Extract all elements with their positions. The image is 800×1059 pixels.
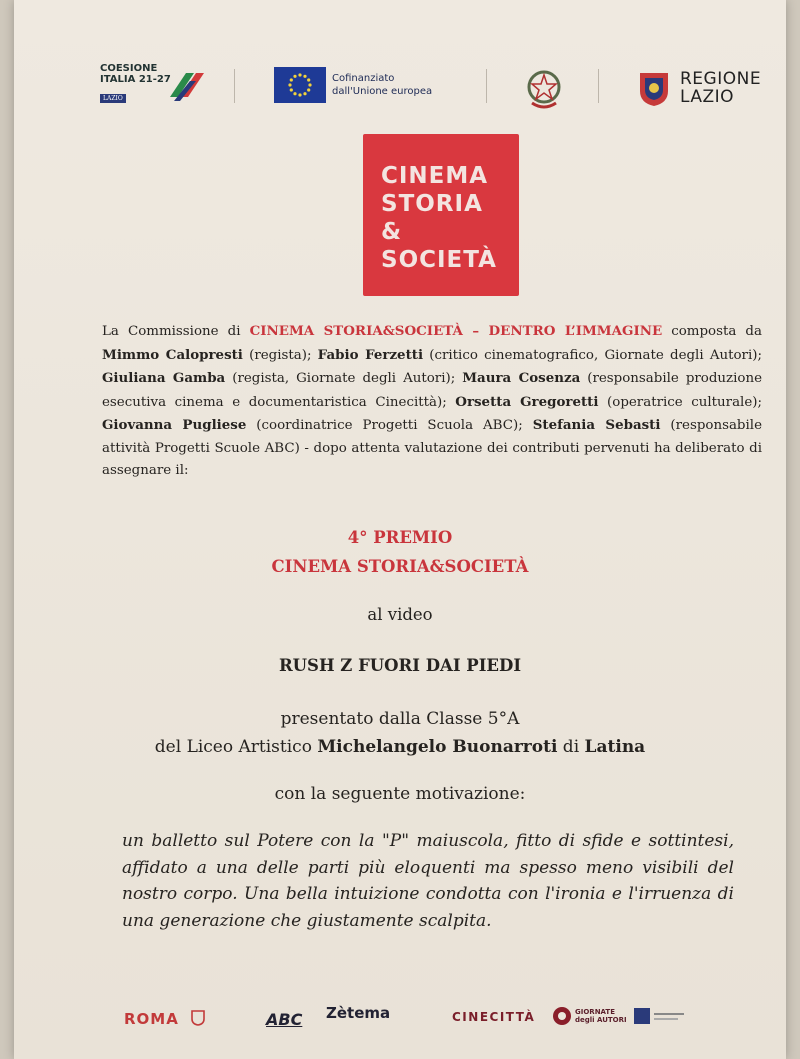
giornate-degli-autori-icon bbox=[552, 1006, 572, 1026]
coesione-italia-logo bbox=[100, 63, 210, 103]
brand-line2: STORIA bbox=[381, 191, 483, 217]
jury-member: Mimmo Calopresti bbox=[102, 346, 243, 363]
jury-member: Stefania Sebasti bbox=[532, 417, 661, 433]
school-name: Michelangelo Buonarroti bbox=[317, 737, 558, 757]
coesione-line2: ITALIA 21-27 bbox=[100, 73, 171, 85]
giornate-degli-autori-logo: GIORNATE degli AUTORI bbox=[552, 1006, 627, 1026]
lazio-line1: REGIONE bbox=[680, 69, 762, 89]
al-video-label: al video bbox=[367, 605, 433, 624]
cinema-storia-societa-logo bbox=[363, 134, 519, 296]
coesione-arrow-icon bbox=[168, 67, 208, 103]
logo-divider bbox=[486, 69, 487, 103]
school-line: del Liceo Artistico Michelangelo Buonarroti di Latina bbox=[154, 737, 646, 757]
award-title bbox=[14, 523, 786, 581]
commission-statement: La Commissione di CINEMA STORIA&SOCIETÀ – DENTRO L’IMMAGINE composta da Mimmo Calopresti (regista); Fabio Ferzetti (critico cinematografico, Giornate degli Autori); Giuliana Gamba (regista, Giornate degli Autori); Maura Cosenza (responsabile produzione esecutiva cinema e documentaristica Cinecittà); Orsetta Gregoretti (operatrice culturale); Giovanna Pugliese (coordinatrice Progetti Scuola ABC); Stefania Sebasti (responsabile attività Progetti Scuole ABC) - dopo attenta valutazione dei contributi pervenuti ha deliberato di assegnare il: bbox=[102, 323, 763, 478]
city-name: Latina bbox=[584, 737, 646, 757]
lazio-line2: LAZIO bbox=[680, 87, 735, 107]
logo-divider bbox=[598, 69, 599, 103]
partner-logo-icon bbox=[634, 1006, 686, 1030]
presented-by bbox=[14, 705, 786, 761]
award-number: 4° PREMIO bbox=[347, 528, 453, 547]
abc-logo: ABC bbox=[266, 1010, 303, 1029]
jury-member: Fabio Ferzetti bbox=[317, 346, 424, 363]
motivation-heading: con la seguente motivazione: bbox=[274, 784, 526, 804]
roma-shield-icon bbox=[191, 1010, 205, 1026]
video-title: RUSH Z FUORI DAI PIEDI bbox=[278, 656, 522, 675]
award-name: CINEMA STORIA&SOCIETÀ bbox=[271, 557, 529, 576]
jury-member: Maura Cosenza bbox=[462, 370, 581, 386]
eu-flag-icon bbox=[274, 67, 326, 103]
eu-cofinanziato-logo bbox=[274, 67, 432, 103]
coesione-line1: COESIONE bbox=[100, 62, 158, 74]
cinecitta-logo: CINECITTÀ bbox=[452, 1010, 536, 1024]
eu-line1: Cofinanziato bbox=[332, 73, 395, 84]
brand-line3: & bbox=[381, 219, 403, 245]
zetema-logo: Zètema bbox=[326, 1004, 391, 1022]
coesione-bar: LAZIO bbox=[100, 94, 126, 103]
roma-logo: ROMA bbox=[124, 1010, 205, 1028]
event-name: CINEMA STORIA&SOCIETÀ – DENTRO L’IMMAGINE bbox=[249, 323, 663, 339]
regione-lazio-emblem-icon bbox=[636, 69, 672, 107]
regione-lazio-logo bbox=[636, 69, 761, 107]
eu-line2: dall'Unione europea bbox=[332, 86, 433, 97]
logo-divider bbox=[234, 69, 235, 103]
sponsor-logos-bottom bbox=[14, 1000, 786, 1040]
jury-member: Orsetta Gregoretti bbox=[455, 393, 599, 410]
italian-republic-emblem-icon bbox=[524, 67, 564, 111]
brand-line4: SOCIETÀ bbox=[381, 247, 497, 273]
award-certificate bbox=[14, 0, 786, 1059]
class-line: presentato dalla Classe 5°A bbox=[280, 709, 520, 729]
sponsor-logos-top bbox=[14, 55, 786, 115]
brand-line1: CINEMA bbox=[381, 163, 489, 189]
motivation-text: un balletto sul Potere con la "P" maiuscola, fitto di sfide e sottintesi, affidato a una delle parti più eloquenti ma spesso meno visibili del nostro corpo. Una bella intuizione condotta con l'ironia e l'irruenza di una generazione che giustamente scalpita. bbox=[122, 831, 734, 931]
jury-member: Giovanna Pugliese bbox=[102, 417, 247, 433]
jury-member: Giuliana Gamba bbox=[102, 370, 226, 386]
